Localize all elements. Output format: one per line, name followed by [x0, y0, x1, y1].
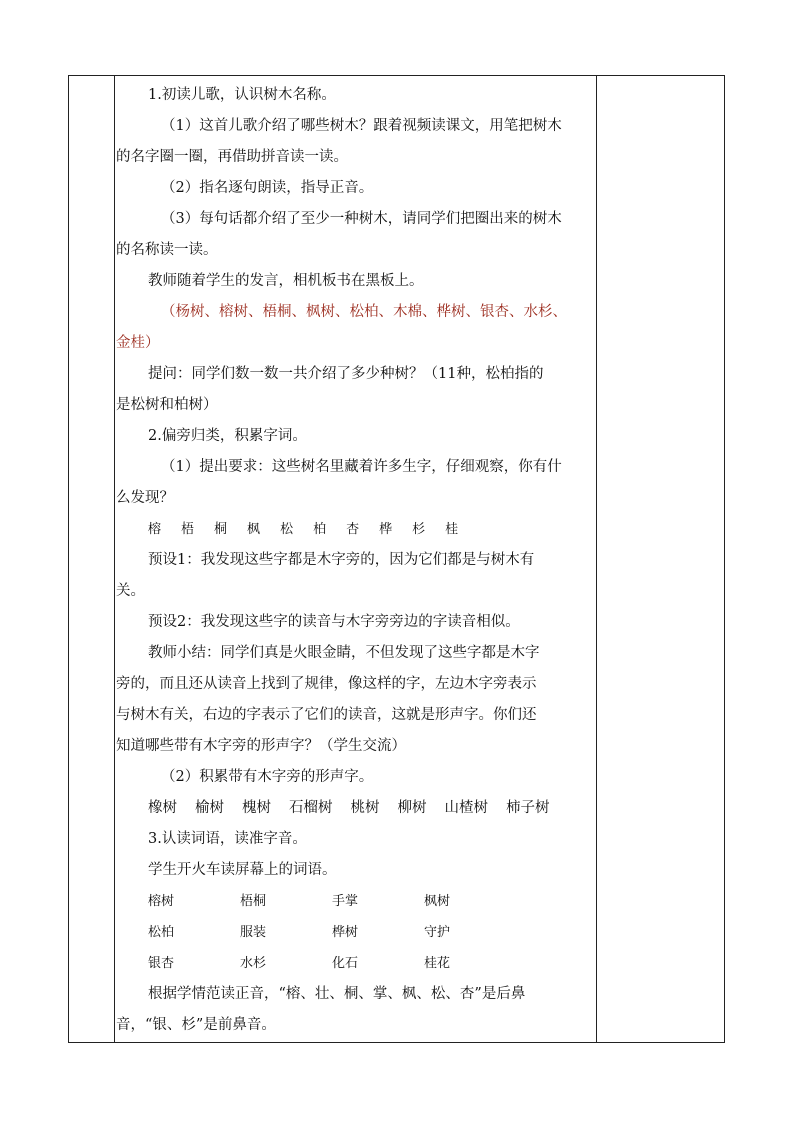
paragraph-line: （2）积累带有木字旁的形声字。	[161, 769, 374, 785]
tree-word: 榆树	[195, 800, 224, 816]
grid-word: 榕树	[148, 894, 175, 909]
paragraph-line: 学生开火车读屏幕上的词语。	[148, 862, 337, 878]
character: 杏	[346, 522, 360, 537]
character: 枫	[247, 522, 261, 537]
paragraph-line: 的名称读一读。	[116, 242, 218, 258]
tree-word: 石榴树	[289, 800, 333, 816]
step-2-heading: 2.偏旁归类，积累字词。	[148, 428, 307, 444]
paragraph-line: 与树木有关，右边的字表示了它们的读音，这就是形声字。你们还	[116, 707, 537, 723]
tree-word: 桃树	[350, 800, 380, 816]
paragraph-line: 根据学情范读正音，“榕、壮、桐、掌、枫、松、杏”是后鼻	[148, 986, 526, 1002]
grid-word: 松柏	[148, 925, 175, 940]
tree-list-highlight: （杨树、榕树、梧桐、枫树、松柏、木棉、桦树、银杏、水杉、	[161, 304, 567, 320]
character: 桐	[214, 522, 228, 537]
character: 桦	[379, 522, 393, 537]
column-divider-left	[114, 76, 115, 1042]
tree-word: 柿子树	[506, 800, 550, 816]
paragraph-line: （3）每句话都介绍了至少一种树木，请同学们把圈出来的树木	[161, 211, 562, 227]
step-3-heading: 3.认读词语，读准字音。	[148, 831, 307, 847]
grid-word: 枫树	[424, 894, 451, 909]
lesson-table	[68, 75, 725, 1043]
paragraph-line: （1）提出要求：这些树名里藏着许多生字，仔细观察，你有什	[161, 459, 562, 475]
grid-word: 梧桐	[240, 894, 267, 909]
paragraph-line: 提问：同学们数一数一共介绍了多少种树？（11种，松柏指的	[148, 366, 544, 382]
paragraph-line: （1）这首儿歌介绍了哪些树木？跟着视频读课文，用笔把树木	[161, 118, 562, 134]
grid-word: 银杏	[148, 956, 175, 971]
paragraph-line: 预设1：我发现这些字都是木字旁的，因为它们都是与树木有	[148, 552, 535, 568]
paragraph-line: （2）指名逐句朗读，指导正音。	[161, 180, 374, 196]
paragraph-line: 是松树和柏树）	[116, 397, 218, 413]
grid-word: 服装	[240, 925, 267, 940]
paragraph-line: 教师小结：同学们真是火眼金睛，不但发现了这些字都是木字	[148, 645, 540, 661]
paragraph-line: 音，“银、杉”是前鼻音。	[116, 1017, 276, 1033]
character: 桂	[445, 522, 459, 537]
tree-word: 槐树	[242, 800, 271, 816]
paragraph-line: 教师随着学生的发言，相机板书在黑板上。	[148, 273, 424, 289]
tree-word: 橡树	[148, 800, 177, 816]
character: 梧	[181, 522, 195, 537]
tree-word: 山楂树	[444, 800, 488, 816]
tree-word-list	[116, 793, 598, 824]
character: 柏	[313, 522, 327, 537]
grid-word: 桦树	[332, 925, 359, 940]
tree-word: 柳树	[397, 800, 427, 816]
grid-word: 桂花	[424, 956, 451, 971]
grid-word: 守护	[424, 925, 451, 940]
paragraph-line: 么发现？	[116, 490, 174, 506]
grid-word: 水杉	[240, 956, 267, 971]
paragraph-line: 旁的，而且还从读音上找到了规律，像这样的字，左边木字旁表示	[116, 676, 537, 692]
paragraph-line: 的名字圈一圈，再借助拼音读一读。	[116, 149, 348, 165]
character: 杉	[412, 522, 426, 537]
grid-word: 手掌	[332, 894, 359, 909]
character: 松	[280, 522, 294, 537]
paragraph-line: 关。	[116, 583, 145, 599]
character: 榕	[148, 522, 162, 537]
paragraph-line: 知道哪些带有木字旁的形声字？（学生交流）	[116, 738, 406, 754]
character-list	[116, 514, 598, 545]
tree-list-highlight: 金桂）	[116, 335, 160, 351]
grid-word: 化石	[332, 956, 359, 971]
step-1-heading: 1.初读儿歌，认识树木名称。	[148, 87, 336, 103]
paragraph-line: 预设2：我发现这些字的读音与木字旁旁边的字读音相似。	[148, 614, 520, 630]
word-grid	[116, 886, 598, 979]
lesson-content	[116, 80, 598, 1041]
